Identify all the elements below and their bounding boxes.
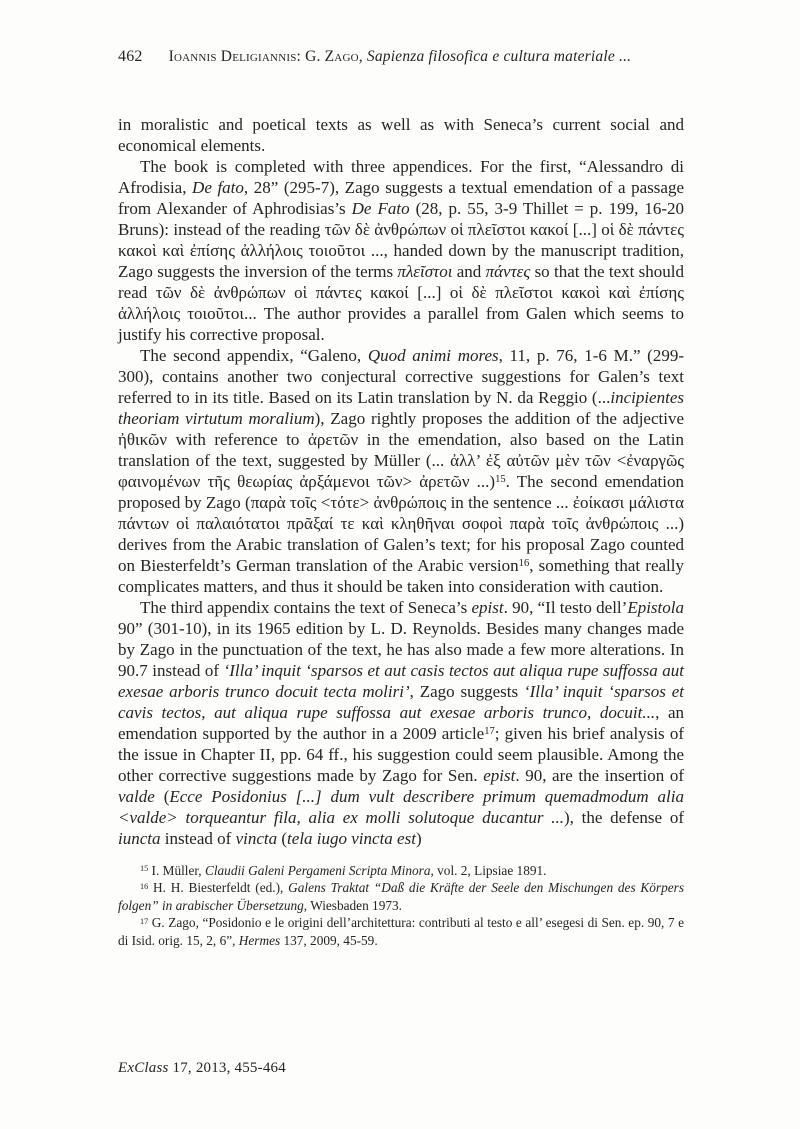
page-number: 462	[118, 48, 143, 65]
text-run: , Zago suggests	[409, 682, 524, 701]
italic-text: Claudii Galeni Pergameni Scripta Minora	[204, 863, 431, 878]
text-run: . 90, “Il testo dell’	[503, 598, 628, 617]
italic-text: iuncta	[118, 829, 161, 848]
text-run: ; given his brief analysis of the issue in Chapter II, pp. 64 ff., his suggestion could seem plausible. Among the other corrective suggestions made by Zago for Sen.	[118, 724, 684, 785]
text-run: G. Zago, “Posidonio e le origini dell’architettura: contributi al testo e all’ esegesi di Sen. ep. 90, 7 e di Isid. orig. 15, 2, 6”,	[118, 915, 684, 948]
italic-text: Hermes	[238, 932, 281, 948]
paragraph	[118, 597, 684, 849]
text-run: , something that really complicates matters, and thus it should be taken into consideration with caution.	[118, 556, 684, 596]
text-run: . 90, are the insertion of	[515, 766, 684, 785]
text-run: ), the defense of	[563, 808, 684, 827]
italic-text: epist	[483, 766, 516, 785]
italic-text: ‘Illa’ inquit ‘sparsos et cavis tectos, aut aliqua rupe suffossa aut exesae arboris trunco, docuit...	[118, 682, 685, 722]
italic-text: valde	[118, 787, 155, 806]
running-title	[169, 48, 632, 66]
text-run: , 11, p. 76, 1-6 M.” (299-300), contains another two conjectural corrective suggestions for Galen’s text referred to in its title. Based on its Latin translation by N. da Reggio (...	[118, 346, 684, 407]
italic-text: De fato	[192, 178, 244, 197]
footnote	[118, 879, 684, 914]
text-run: , vol. 2, Lipsiae 1891.	[430, 863, 547, 878]
text-run: , Wiesbaden 1973.	[303, 897, 402, 913]
text-run: so that the text should read τῶν δὲ ἀνθρώπων οἱ πάντες κακοί [...] οἱ δὲ πλεῖστοι κακοὶ καὶ ἐπίσης ἀλλήλοις τοιοῦτοι... The author provides a parallel from Galen which seems to justify his corrective proposal.	[118, 262, 685, 344]
journal-issue-info: 17, 2013, 455-464	[168, 1060, 286, 1076]
italic-text: Ecce Posidonius [...] dum vult describere primum quemadmodum alia <valde> torqueantur fila, alia ex molli solutoque ducantur ...	[118, 787, 684, 827]
footnote-number: 17	[140, 916, 149, 926]
running-title-reviewer: Ioannis Deligiannis: G. Zago,	[168, 48, 367, 65]
journal-citation-line	[118, 1060, 286, 1077]
text-run: instead of	[160, 829, 236, 848]
italic-text: epist	[471, 598, 504, 617]
text-run: and	[452, 262, 486, 281]
text-run: (28, p. 55, 3-9 Thillet = p. 199, 16-20 Bruns): instead of the reading τῶν δὲ ἀνθρώπων οἱ πλεῖστοι κακοί [...] οἱ δὲ πάντες κακοὶ καὶ ἐπίσης ἀλλήλοις τοιοῦτοι ..., handed down by the manuscript tradition, Zago suggests the inversion of the terms	[118, 199, 684, 281]
italic-text: tela iugo vincta est	[287, 829, 416, 848]
italic-text: πάντες	[485, 262, 531, 281]
paragraph	[118, 156, 684, 345]
text-run: H. H. Biesterfeldt (ed.),	[148, 880, 289, 896]
journal-name: ExClass	[118, 1060, 169, 1076]
footnote-reference: 17	[484, 726, 495, 738]
italic-text: Galens Traktat “Daß die Kräfte der Seele den Mischungen des Körpers folgen” in arabischer Übersetzung	[118, 880, 685, 913]
text-run: (	[277, 829, 288, 848]
italic-text: Epistola	[627, 598, 684, 617]
italic-text: De Fato	[351, 199, 410, 218]
footnote-reference: 15	[495, 474, 506, 486]
italic-text: ‘Illa’ inquit ‘sparsos et aut casis tectos aut aliqua rupe suffossa aut exesae arboris trunco docuit tecta moliri’	[118, 661, 684, 701]
footnote-number: 16	[140, 881, 149, 891]
text-run: 90” (301-10), in its 1965 edition by L. D. Reynolds. Besides many changes made by Zago in the punctuation of the text, he has also made a few more alterations. In 90.7 instead of	[118, 619, 684, 680]
text-run: , an emendation supported by the author in a 2009 article	[118, 703, 684, 743]
running-title-work: Sapienza filosofica e cultura materiale ...	[366, 48, 632, 65]
italic-text: πλεῖστοι	[397, 262, 453, 281]
text-run: The book is completed with three appendices. For the first, “Alessandro di Afrodisia,	[118, 157, 684, 197]
text-run: ), Zago rightly proposes the addition of the adjective ἠθικῶν with reference to ἀρετῶν in the emendation, also based on the Latin translation of the text, suggested by Müller (... ἀλλ’ ἐξ αὐτῶν μὲν τῶν <ἐναργῶς φαινομένων τῆς θεωρίας ἀρξάμενοι τῶν> ἀρετῶν ...)	[118, 409, 685, 491]
text-run: The second appendix, “Galeno,	[140, 346, 368, 365]
footnotes-block	[118, 862, 684, 949]
italic-text: Quod animi mores	[367, 346, 499, 365]
paragraph	[118, 345, 684, 597]
footnote-number: 15	[140, 864, 149, 874]
review-body	[118, 114, 684, 849]
text-run: (	[154, 787, 170, 806]
text-run: in moralistic and poetical texts as well as with Seneca’s current social and economical elements.	[118, 115, 684, 155]
text-run: 137, 2009, 45-59.	[280, 932, 378, 948]
italic-text: vincta	[235, 829, 278, 848]
footnote	[118, 862, 684, 879]
footnote-reference: 16	[518, 558, 530, 570]
running-header	[118, 48, 684, 66]
text-run: . The second emendation proposed by Zago (παρὰ τοῖς <τότε> ἀνθρώποις in the sentence ... ἐοίκασι μάλιστα πάντων οἱ παλαιότατοι πρᾶξαί τε καὶ κληθῆναι σοφοὶ παρὰ τοῖς ἀνθρώποις ...) derives from the Arabic translation of Galen’s text; for his proposal Zago counted on Biesterfeldt’s German translation of the Arabic version	[118, 472, 684, 575]
text-run: , 28” (295-7), Zago suggests a textual emendation of a passage from Alexander of Aphrodisias’s	[118, 178, 684, 218]
text-run: The third appendix contains the text of Seneca’s	[140, 598, 472, 617]
text-run: )	[415, 829, 422, 848]
text-run: I. Müller,	[148, 863, 205, 878]
paragraph	[118, 114, 684, 156]
italic-text: incipientes theoriam virtutum moralium	[118, 388, 684, 428]
footnote	[118, 914, 684, 949]
